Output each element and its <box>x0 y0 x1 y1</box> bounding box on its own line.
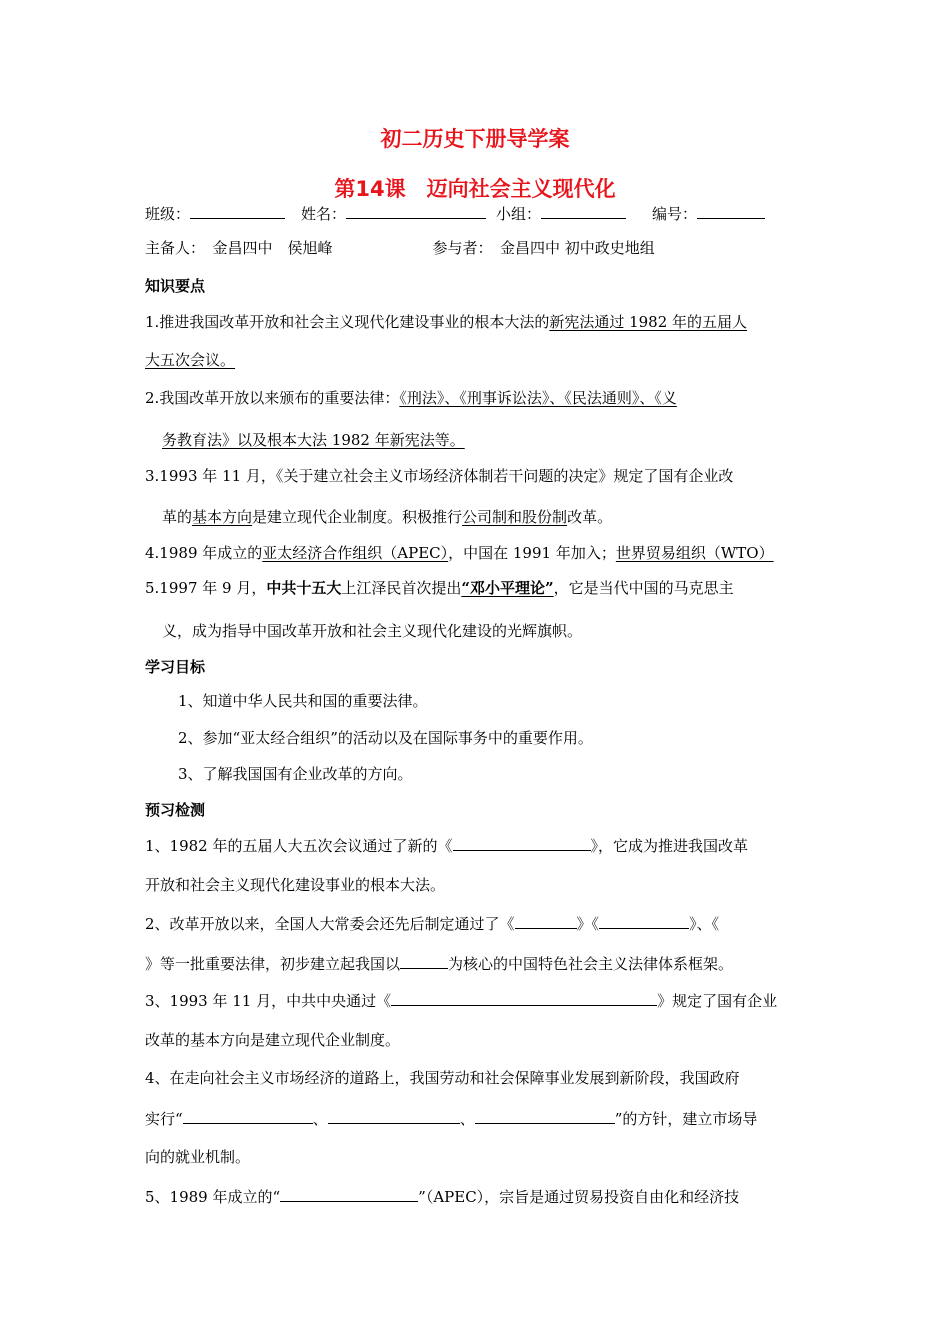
k5-text-c: 上江泽民首次提出 <box>341 579 462 597</box>
k5-text: 5.1997 年 9 月， <box>145 579 267 597</box>
k5-bold: 中共十五大 <box>266 579 342 597</box>
k4-answer-2: 世界贸易组织（WTO） <box>615 544 774 562</box>
p4-sep-2: 、 <box>459 1110 475 1128</box>
group-blank[interactable] <box>541 203 626 219</box>
knowledge-item-3-cont <box>162 507 612 527</box>
p5-blank[interactable] <box>280 1186 418 1202</box>
p4-blank-1[interactable] <box>183 1108 313 1124</box>
p4-blank-2[interactable] <box>328 1108 460 1124</box>
preview-item-4-cont-2: 向的就业机制。 <box>145 1148 251 1166</box>
lesson-title: 第14课 迈向社会主义现代化 <box>334 177 616 201</box>
goal-item-2: 2、参加“亚太经合组织”的活动以及在国际事务中的重要作用。 <box>178 729 593 747</box>
knowledge-item-5-cont <box>162 621 582 641</box>
preview-item-1 <box>145 835 748 856</box>
preview-item-5 <box>145 1186 739 1207</box>
p4-sep-1: 、 <box>312 1110 328 1128</box>
k3-text-f: 改革。 <box>567 508 613 526</box>
goal-item-3: 3、了解我国国有企业改革的方向。 <box>178 765 413 783</box>
preview-item-2-cont <box>145 953 733 974</box>
knowledge-item-2-cont <box>162 430 465 450</box>
authors-line <box>145 238 655 258</box>
k4-text: 4.1989 年成立的 <box>145 544 263 562</box>
knowledge-item-2 <box>145 388 677 408</box>
section-preview-heading: 预习检测 <box>145 801 206 819</box>
preview-item-4-cont <box>145 1108 757 1129</box>
k3-text-b: 革的 <box>162 508 193 526</box>
p1-text-b: 》，它成为推进我国改革 <box>590 837 749 855</box>
p3-text-b: 》规定了国有企业 <box>657 992 778 1010</box>
k5-answer: “邓小平理论” <box>461 579 554 597</box>
p4-blank-3[interactable] <box>475 1108 615 1124</box>
k2-text: 2.我国改革开放以来颁布的重要法律： <box>145 389 400 407</box>
knowledge-item-1-cont <box>145 350 235 370</box>
p3-text: 3、1993 年 11 月，中共中央通过《 <box>145 992 392 1010</box>
section-knowledge-heading: 知识要点 <box>145 277 206 295</box>
p5-text: 5、1989 年成立的“ <box>145 1188 281 1206</box>
knowledge-item-1 <box>145 312 747 332</box>
number-label: 编号： <box>652 205 698 223</box>
k5-text-e: ，它是当代中国的马克思主 <box>553 579 734 597</box>
preview-item-4: 4、在走向社会主义市场经济的道路上，我国劳动和社会保障事业发展到新阶段，我国政府 <box>145 1069 740 1087</box>
k1-answer-cont: 大五次会议。 <box>145 351 236 369</box>
k4-answer-1: 亚太经济合作组织（APEC） <box>262 544 449 562</box>
class-blank[interactable] <box>190 203 285 219</box>
p2-text: 2、改革开放以来，全国人大常委会还先后制定通过了《 <box>145 915 515 933</box>
k5-text-f: 义，成为指导中国改革开放和社会主义现代化建设的光辉旗帜。 <box>162 622 583 640</box>
name-blank[interactable] <box>346 203 486 219</box>
p3-blank[interactable] <box>391 990 657 1006</box>
k2-answer-cont: 务教育法》以及根本大法 1982 年新宪法等。 <box>162 431 465 449</box>
p4-text-b: 实行“ <box>145 1110 183 1128</box>
k2-answer: 《刑法》、《刑事诉讼法》、《民法通则》、《义 <box>399 389 677 407</box>
k1-text: 1.推进我国改革开放和社会主义现代化建设事业的根本大法的 <box>145 313 550 331</box>
class-label: 班级： <box>145 205 191 223</box>
preview-item-2 <box>145 913 719 934</box>
participants-text: 参与者： 金昌四中 初中政史地组 <box>432 239 655 257</box>
student-info-line <box>145 203 765 224</box>
p4-text-e: ”的方针，建立市场导 <box>614 1110 758 1128</box>
p2-blank-1[interactable] <box>515 913 577 929</box>
section-goals-heading: 学习目标 <box>145 658 206 676</box>
knowledge-item-4 <box>145 543 774 563</box>
preview-item-3 <box>145 990 777 1011</box>
p2-blank-2[interactable] <box>599 913 689 929</box>
k3-text-d: 是建立现代企业制度。积极推行 <box>252 508 463 526</box>
p1-blank[interactable] <box>453 835 591 851</box>
k4-text-c: ，中国在 1991 年加入； <box>448 544 616 562</box>
k1-answer: 新宪法通过 1982 年的五届人 <box>549 313 748 331</box>
preview-item-3-cont: 改革的基本方向是建立现代企业制度。 <box>145 1031 401 1049</box>
k3-answer-2: 公司制和股份制 <box>462 508 568 526</box>
p5-text-b: ”（APEC），宗旨是通过贸易投资自由化和经济技 <box>418 1188 740 1206</box>
preparer-text: 主备人： 金昌四中 侯旭峰 <box>145 239 333 257</box>
k3-answer-1: 基本方向 <box>192 508 253 526</box>
k3-text: 3.1993 年 11 月，《关于建立社会主义市场经济体制若干问题的决定》规定了国有企业改 <box>145 467 734 485</box>
p2-text-b: 》《 <box>576 915 600 933</box>
group-label: 小组： <box>496 205 542 223</box>
p2-text-c: 》、《 <box>689 915 720 933</box>
p2-text-e: 为核心的中国特色社会主义法律体系框架。 <box>448 955 734 973</box>
p2-text-d: 》等一批重要法律，初步建立起我国以 <box>145 955 401 973</box>
name-label: 姓名： <box>301 205 347 223</box>
knowledge-item-3 <box>145 466 733 486</box>
preview-item-1-cont: 开放和社会主义现代化建设事业的根本大法。 <box>145 876 446 894</box>
p1-text: 1、1982 年的五届人大五次会议通过了新的《 <box>145 837 453 855</box>
document-title: 初二历史下册导学案 <box>380 127 570 151</box>
p2-blank-3[interactable] <box>400 953 448 969</box>
number-blank[interactable] <box>697 203 765 219</box>
goal-item-1: 1、知道中华人民共和国的重要法律。 <box>178 692 428 710</box>
knowledge-item-5 <box>145 578 734 598</box>
